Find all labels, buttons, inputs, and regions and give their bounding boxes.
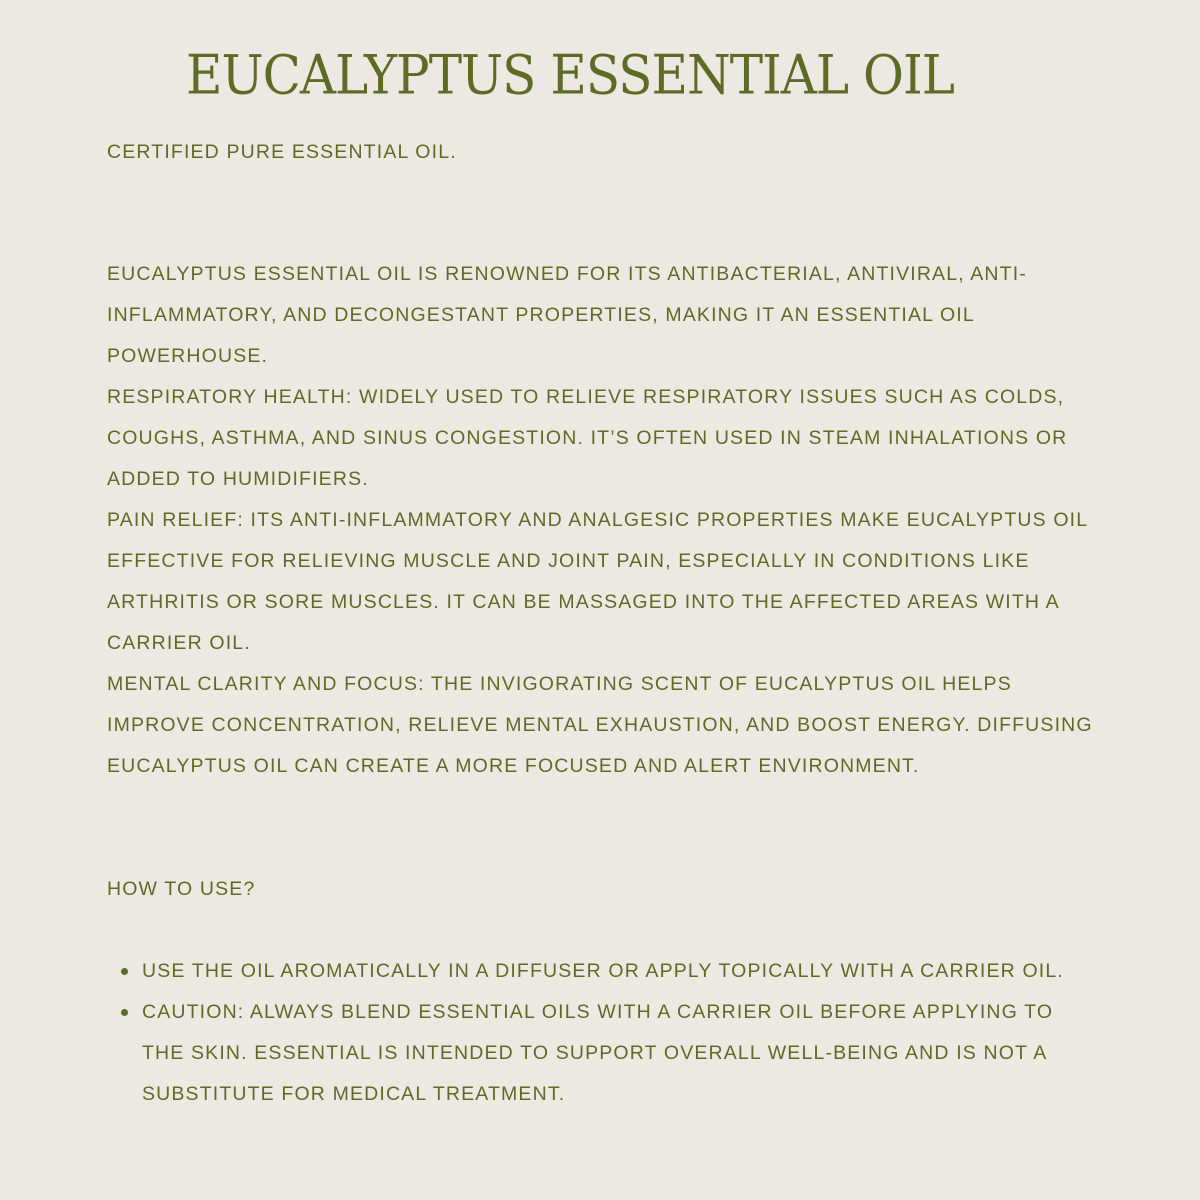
pain-relief-paragraph: PAIN RELIEF: ITS ANTI-INFLAMMATORY AND ANALGESIC PROPERTIES MAKE EUCALYPTUS OIL EFFECTIVE FOR RELIEVING MUSCLE AND JOINT PAIN, ESPECIALLY IN CONDITIONS LIKE ARTHRITIS OR SORE MUSCLES. IT CAN BE MASSAGED INTO THE AFFECTED AREAS WITH A CARRIER OIL. — [107, 509, 1088, 654]
list-item — [107, 951, 1097, 992]
usage-instruction: USE THE OIL AROMATICALLY IN A DIFFUSER OR APPLY TOPICALLY WITH A CARRIER OIL. — [142, 960, 1064, 982]
list-item — [107, 992, 1097, 1115]
respiratory-health-paragraph: RESPIRATORY HEALTH: WIDELY USED TO RELIEVE RESPIRATORY ISSUES SUCH AS COLDS, COUGHS, ASTHMA, AND SINUS CONGESTION. IT’S OFTEN USED IN STEAM INHALATIONS OR ADDED TO HUMIDIFIERS. — [107, 386, 1068, 490]
how-to-use-heading: HOW TO USE? — [107, 878, 256, 900]
caution-note: CAUTION: ALWAYS BLEND ESSENTIAL OILS WITH A CARRIER OIL BEFORE APPLYING TO THE SKIN. ESSENTIAL IS INTENDED TO SUPPORT OVERALL WELL-BEING AND IS NOT A SUBSTITUTE FOR MEDICAL TREATMENT. — [142, 1001, 1054, 1105]
description-body — [107, 254, 1097, 787]
mental-clarity-paragraph: MENTAL CLARITY AND FOCUS: THE INVIGORATING SCENT OF EUCALYPTUS OIL HELPS IMPROVE CONCENTRATION, RELIEVE MENTAL EXHAUSTION, AND BOOST ENERGY. DIFFUSING EUCALYPTUS OIL CAN CREATE A MORE FOCUSED AND ALERT ENVIRONMENT. — [107, 673, 1093, 777]
bullet-icon — [121, 1009, 128, 1016]
bullet-icon — [121, 968, 128, 975]
certification-subtitle: CERTIFIED PURE ESSENTIAL OIL. — [107, 141, 457, 163]
how-to-use-list — [107, 951, 1097, 1115]
page-title: EUCALYPTUS ESSENTIAL OIL — [186, 43, 954, 107]
intro-paragraph: EUCALYPTUS ESSENTIAL OIL IS RENOWNED FOR ITS ANTIBACTERIAL, ANTIVIRAL, ANTI-INFLAMMATORY, AND DECONGESTANT PROPERTIES, MAKING IT AN ESSENTIAL OIL POWERHOUSE. — [107, 263, 1027, 367]
